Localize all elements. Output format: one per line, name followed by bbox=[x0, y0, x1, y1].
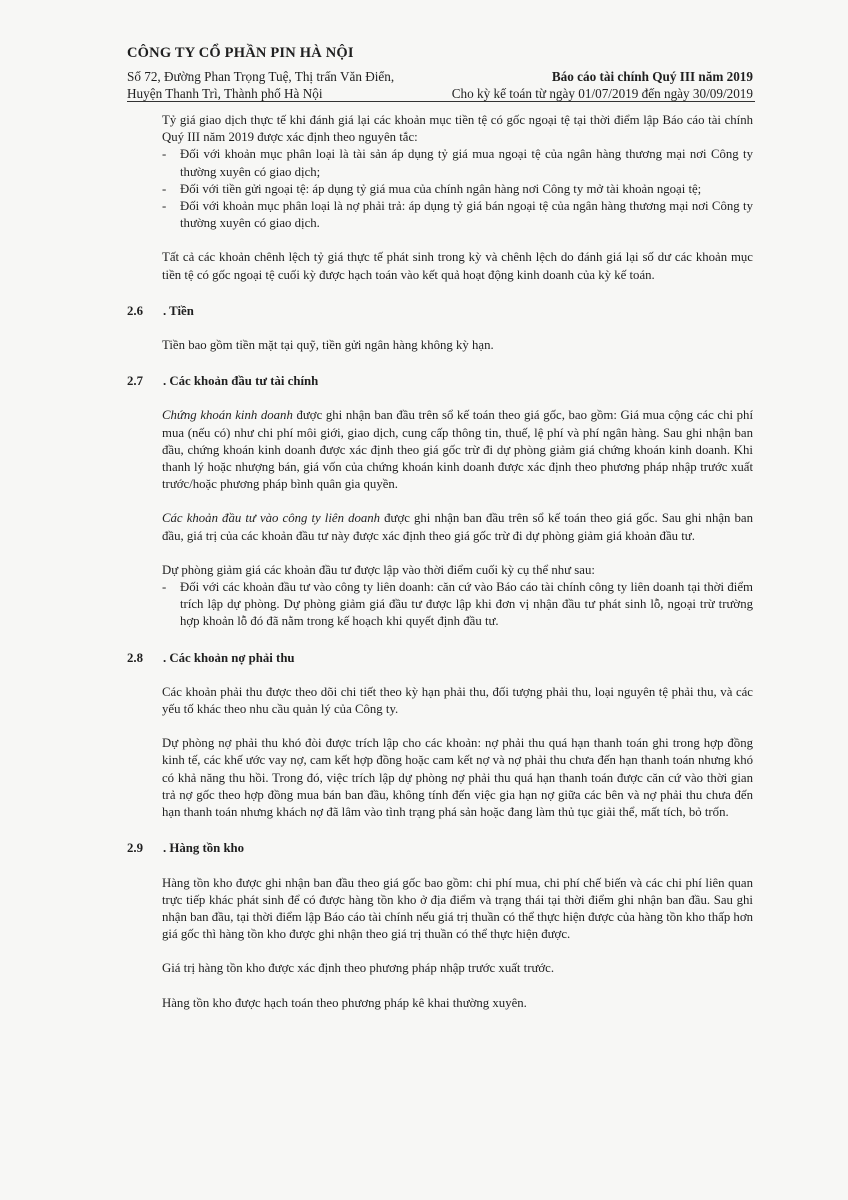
section-number: 2.7 bbox=[127, 374, 143, 389]
inventory-accounting-paragraph: Hàng tồn kho được hạch toán theo phương pháp kê khai thường xuyên. bbox=[162, 995, 527, 1010]
section-number: 2.9 bbox=[127, 841, 143, 856]
section-heading-2-7 bbox=[127, 373, 753, 390]
company-address bbox=[127, 68, 394, 102]
joint-venture-text: được ghi nhận ban đầu trên sổ kế toán theo giá gốc. Sau ghi nhận ban đầu, giá trị của các khoản đầu tư này được xác định theo giá gốc trừ đi dự phòng giảm giá khoản đầu tư. bbox=[162, 511, 753, 543]
provision-rules bbox=[162, 579, 753, 631]
company-name: CÔNG TY CỔ PHẦN PIN HÀ NỘI bbox=[127, 45, 354, 61]
trading-securities-term: Chứng khoán kinh doanh bbox=[162, 408, 293, 423]
trading-securities-paragraph bbox=[162, 407, 753, 493]
section-title: . Hàng tồn kho bbox=[163, 841, 245, 856]
report-period: Cho kỳ kế toán từ ngày 01/07/2019 đến ngày 30/09/2019 bbox=[451, 86, 753, 101]
inventory-valuation-paragraph: Giá trị hàng tồn kho được xác định theo phương pháp nhập trước xuất trước. bbox=[162, 961, 555, 976]
exchange-difference-paragraph: Tất cả các khoản chênh lệch tỷ giá thực tế phát sinh trong kỳ và chênh lệch do đánh giá lại số dư các khoản mục tiền tệ có gốc ngoại tệ cuối kỳ được hạch toán vào kết quả hoạt động kinh doanh của kỳ kế toán. bbox=[162, 250, 753, 282]
section-title: . Các khoản đầu tư tài chính bbox=[163, 374, 319, 389]
provision-paragraph: Dự phòng giảm giá các khoản đầu tư được lập vào thời điểm cuối kỳ cụ thể như sau: bbox=[162, 562, 595, 577]
section-heading-2-9 bbox=[127, 840, 753, 857]
inventory-paragraph: Hàng tồn kho được ghi nhận ban đầu theo giá gốc bao gồm: chi phí mua, chi phí chế biến và các chi phí liên quan trực tiếp khác phát sinh để có được hàng tồn kho ở địa điểm và trạng thái tại thời điểm ghi nhận ban đầu. Sau ghi nhận ban đầu, tại thời điểm lập Báo cáo tài chính nếu giá trị thuần có thể thực hiện được của hàng tồn kho thấp hơn giá gốc thì hàng tồn kho được ghi nhận theo giá trị thuần có thể thực hiện được. bbox=[162, 875, 753, 942]
trading-securities-text: được ghi nhận ban đầu trên sổ kế toán theo giá gốc, bao gồm: Giá mua cộng các chi phí mua (nếu có) như chi phí môi giới, giao dịch, cung cấp thông tin, thuế, lệ phí và phí ngân hàng. Sau ghi nhận ban đầu, chứng khoán kinh doanh được xác định theo giá gốc trừ đi dự phòng giảm giá chứng khoán kinh doanh. Khi thanh lý hoặc nhượng bán, giá vốn của chứng khoán kinh doanh được xác định theo phương pháp nhập trước xuất trước/hoặc phương pháp bình quân gia quyền. bbox=[162, 408, 753, 492]
document-body bbox=[0, 112, 848, 1012]
address-line-2: Huyện Thanh Trì, Thành phố Hà Nội bbox=[127, 86, 323, 101]
list-item: - Đối với các khoản đầu tư vào công ty liên doanh: căn cứ vào Báo cáo tài chính công ty liên doanh tại thời điểm trích lập dự phòng. Dự phòng giảm giá đầu tư được lập khi đơn vị nhận đầu tư phát sinh lỗ, ngoại trừ trường hợp khoản lỗ đó đã nằm trong kế hoạch khi quyết định đầu tư. bbox=[162, 579, 753, 631]
joint-venture-term: Các khoản đầu tư vào công ty liên doanh bbox=[162, 511, 381, 526]
receivables-paragraph: Các khoản phải thu được theo dõi chi tiết theo kỳ hạn phải thu, đối tượng phải thu, loại nguyên tệ phải thu, và các yếu tố khác theo nhu cầu quản lý của Công ty. bbox=[162, 684, 753, 717]
section-heading-2-8 bbox=[127, 650, 753, 667]
list-item: - Đối với khoản mục phân loại là nợ phải trả: áp dụng tỷ giá bán ngoại tệ của ngân hàng thương mại nơi Công ty thường xuyên có giao dịch. bbox=[162, 198, 753, 232]
intro-paragraph: Tỷ giá giao dịch thực tế khi đánh giá lại các khoản mục tiền tệ có gốc ngoại tệ tại thời điểm lập Báo cáo tài chính Quý III năm 2019 được xác định theo nguyên tắc: bbox=[162, 113, 753, 145]
section-number: 2.8 bbox=[127, 650, 143, 665]
address-line-1: Số 72, Đường Phan Trọng Tuệ, Thị trấn Văn Điển, bbox=[127, 69, 395, 84]
joint-venture-paragraph bbox=[162, 510, 753, 544]
exchange-rate-rules bbox=[162, 146, 753, 232]
list-item: - Đối với khoản mục phân loại là tài sản áp dụng tỷ giá mua ngoại tệ của ngân hàng thương mại nơi Công ty thường xuyên có giao dịch; bbox=[162, 146, 753, 180]
report-info bbox=[452, 68, 753, 102]
bad-debt-paragraph: Dự phòng nợ phải thu khó đòi được trích lập cho các khoản: nợ phải thu quá hạn thanh toán ghi trong hợp đồng kinh tế, các khế ước vay nợ, cam kết hợp đồng hoặc cam kết nợ và nợ phải thu chưa đến hạn thanh toán nhưng khó có khả năng thu hồi. Trong đó, việc trích lập dự phòng nợ phải thu quá hạn thanh toán được căn cứ vào thời gian trả nợ gốc theo hợp đồng mua bán ban đầu, không tính đến việc gia hạn nợ giữa các bên và nợ phải thu chưa đến hạn thanh toán nhưng khách nợ đã lâm vào tình trạng phá sản hoặc đang làm thủ tục giải thể, mất tích, bỏ trốn. bbox=[162, 736, 753, 820]
report-title: Báo cáo tài chính Quý III năm 2019 bbox=[551, 69, 753, 84]
cash-paragraph: Tiền bao gồm tiền mặt tại quỹ, tiền gửi ngân hàng không kỳ hạn. bbox=[162, 338, 494, 353]
section-number: 2.6 bbox=[127, 303, 143, 318]
list-item: - Đối với tiền gửi ngoại tệ: áp dụng tỷ giá mua của chính ngân hàng nơi Công ty mở tài khoản ngoại tệ; bbox=[162, 181, 753, 198]
header-divider bbox=[127, 101, 755, 102]
section-heading-2-6 bbox=[127, 303, 753, 320]
section-title: . Các khoản nợ phải thu bbox=[163, 650, 295, 665]
section-title: . Tiền bbox=[163, 303, 194, 318]
